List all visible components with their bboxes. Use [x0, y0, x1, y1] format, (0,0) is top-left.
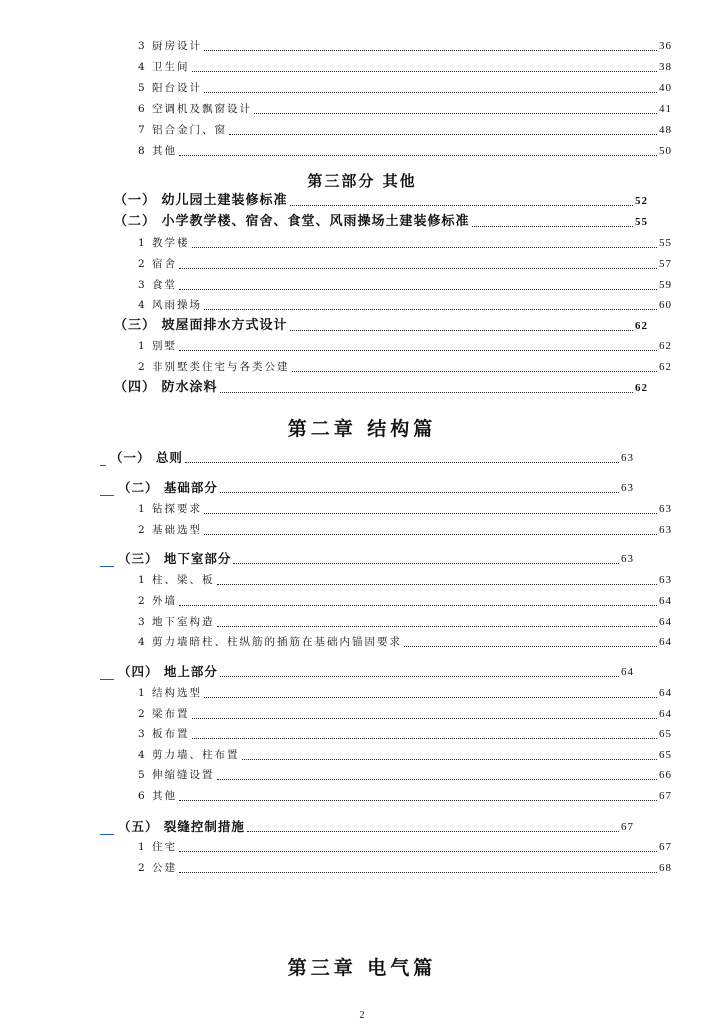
toc-entry[interactable]: 2 公建 68 — [138, 862, 672, 874]
page-number: 2 — [359, 1010, 365, 1021]
toc-section[interactable]: （二） 小学教学楼、宿舍、食堂、风雨操场土建装修标准 55 — [114, 214, 648, 229]
toc-entry[interactable]: 2 基础选型 63 — [138, 524, 672, 536]
toc-section[interactable]: （四） 地上部分 64 — [100, 664, 634, 680]
toc-section[interactable]: （四） 防水涂料 62 — [114, 380, 648, 395]
toc-entry[interactable]: 5 伸缩缝设置 66 — [138, 769, 672, 781]
toc-entry[interactable]: 2 宿舍 57 — [138, 258, 672, 270]
toc-entry[interactable]: 4 风雨操场 60 — [138, 299, 672, 311]
link-marker — [100, 822, 114, 835]
link-marker — [100, 453, 106, 466]
toc-entry[interactable]: 4 剪力墙暗柱、柱纵筋的插筋在基础内锚固要求 64 — [138, 636, 672, 648]
toc-entry[interactable]: 6 其他 67 — [138, 790, 672, 802]
toc-entry[interactable]: 3 食堂 59 — [138, 279, 672, 291]
toc-section[interactable]: （三） 坡屋面排水方式设计 62 — [114, 318, 648, 333]
toc-section[interactable]: （一） 总则 63 — [100, 450, 634, 466]
toc-entry[interactable]: 4 剪力墙、柱布置 65 — [138, 749, 672, 761]
toc-entry[interactable]: 1 柱、梁、板 63 — [138, 574, 672, 586]
toc-entry[interactable]: 6 空调机及飘窗设计 41 — [138, 103, 672, 115]
toc-section[interactable]: （一） 幼儿园土建装修标准 52 — [114, 193, 648, 208]
chapter-heading: 第三章 电气篇 — [287, 957, 437, 979]
toc-entry[interactable]: 5 阳台设计 40 — [138, 82, 672, 94]
link-marker — [100, 667, 114, 680]
toc-section[interactable]: （五） 裂缝控制措施 67 — [100, 819, 634, 835]
toc-section[interactable]: （二） 基础部分 63 — [100, 480, 634, 496]
part-heading: 第三部分 其他 — [307, 172, 417, 190]
toc-entry[interactable]: 3 厨房设计 36 — [138, 40, 672, 52]
toc-entry[interactable]: 3 板布置 65 — [138, 728, 672, 740]
toc-section[interactable]: （三） 地下室部分 63 — [100, 551, 634, 567]
toc-entry[interactable]: 1 结构选型 64 — [138, 687, 672, 699]
toc-entry[interactable]: 1 住宅 67 — [138, 841, 672, 853]
toc-entry[interactable]: 2 外墙 64 — [138, 595, 672, 607]
toc-entry[interactable]: 2 梁布置 64 — [138, 708, 672, 720]
toc-entry[interactable]: 7 铝合金门、窗 48 — [138, 124, 672, 136]
toc-entry[interactable]: 1 教学楼 55 — [138, 237, 672, 249]
chapter-heading: 第二章 结构篇 — [287, 418, 437, 440]
toc-entry[interactable]: 2 非别墅类住宅与各类公建 62 — [138, 361, 672, 373]
link-marker — [100, 483, 114, 496]
toc-entry[interactable]: 1 钻探要求 63 — [138, 503, 672, 515]
toc-entry[interactable]: 3 地下室构造 64 — [138, 616, 672, 628]
toc-entry[interactable]: 8 其他 50 — [138, 145, 672, 157]
toc-entry[interactable]: 1 别墅 62 — [138, 340, 672, 352]
link-marker — [100, 554, 114, 567]
toc-entry[interactable]: 4 卫生间 38 — [138, 61, 672, 73]
